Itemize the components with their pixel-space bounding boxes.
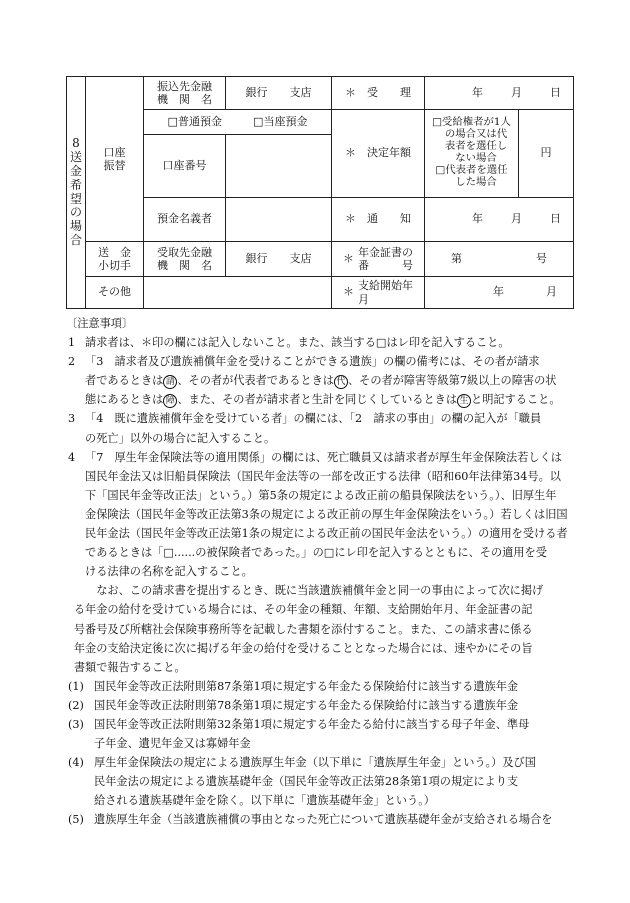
certificate-number-field: 第 号 xyxy=(425,242,574,277)
note-4-supplement: なお、この請求書を提出するとき、既に当該遺族補償年金と同一の事由によって次に掲げ る年金の給付を受けている場合には、その年金の種類、年額、支給開始年月、年金証書の記 号番号及び所轄社会保険事務所等を記載した書類を添付すること。また、この請求書に係る 年金の支給決定後に次に掲げる年金の給付を受けることとなった場合には、速やかにその旨 書類で報告すること。 xyxy=(73,584,544,674)
other-field[interactable] xyxy=(144,277,332,309)
ordinary-deposit-checkbox[interactable]: □普通預金 xyxy=(167,114,222,128)
received-date-field: 年 月 日 xyxy=(425,77,574,110)
pension-item-4: (4) 厚生年金保険法の規定による遺族厚生年金（以下単に「遺族厚生年金」という。）及び国 民年金法の規定による遺族基礎年金（国民年金等改正法第28条第1項の規定により支 給される遺族基礎年金を除く。以下単に「遺族基礎年金」という。） xyxy=(68,756,536,808)
transfer-bank-field[interactable]: 銀行 支店 xyxy=(226,77,332,110)
remittance-category-label: 8 送 金 希 望 の 場 合 xyxy=(67,77,86,309)
pension-item-2: (2) 国民年金等改正法附則第78条第1項に規定する年金たる保険給付に該当する遺族年金 xyxy=(68,698,519,712)
payment-start-field: 年 月 xyxy=(425,277,574,309)
circle-mark-representative: 代 xyxy=(334,375,348,389)
notes-section xyxy=(68,314,580,830)
notice-label: ＊ 通 知 xyxy=(332,197,425,241)
transfer-institution-label: 振込先金融 機 関 名 xyxy=(144,77,226,110)
receive-bank-field[interactable]: 銀行 支店 xyxy=(226,242,332,277)
pension-item-3: (3) 国民年金等改正法附則第32条第1項に規定する年金たる給付に該当する母子年金、準母 子年金、遺児年金又は寡婦年金 xyxy=(68,717,530,751)
account-number-field[interactable] xyxy=(226,135,332,198)
notes-heading: 〔注意事項〕 xyxy=(66,317,134,330)
note-4: 4 「7 厚生年金保険法等の適用関係」の欄には、死亡職員又は請求者が厚生年金保険法若しくは 国民年金法又は旧船員保険法（国民年金法等の一部を改正する法律（昭和60年法律第34号。以 下「国民年金等改正法」という。）第5条の規定による改正前の船員保険法をいう。）、旧厚生年 金保険法（国民年金等改正法第3条の規定による改正前の厚生年金保険法をいう。）若しくは旧国 民年金法（国民年金等改正法第1条の規定による改正前の国民年金法をいう。）の適用を受ける者 であるときは「□......の被保険者であった。」の□にレ印を記入するとともに、その適用を受 ける法律の名称を記入すること。 xyxy=(68,450,568,579)
account-type-options xyxy=(144,109,332,134)
representative-options: □受給権者が1人 の場合又は代 表者を選任し ない場合 □代表者を選任 した場合 xyxy=(425,109,519,197)
note-2: 2 「3 請求者及び遺族補償年金を受けることができる遺族」の欄の備考には、その者が請求 者であるときは 請 、その者が代表者であるときは 代 、その者が障害等級第7級以上の障害の状 態にあるときは 障 、また、その者が請求者と生計を同じくしているときは 生 と明記すること。 xyxy=(68,355,561,407)
account-holder-field[interactable] xyxy=(226,197,332,241)
pension-item-5: (5) 遺族厚生年金（当該遺族補償の事由となった死亡について遺族基礎年金が支給される場合を xyxy=(68,813,553,827)
yen-field: 円 xyxy=(519,109,574,197)
pension-item-1: (1) 国民年金等改正法附則第87条第1項に規定する年金たる保険給付に該当する遺族年金 xyxy=(68,679,519,693)
circle-mark-claimant: 請 xyxy=(163,375,177,389)
account-holder-label: 預金名義者 xyxy=(144,197,226,241)
circle-mark-livelihood: 生 xyxy=(457,394,471,408)
circle-mark-disability: 障 xyxy=(163,394,177,408)
remittance-table xyxy=(66,76,574,309)
current-deposit-checkbox[interactable]: □当座預金 xyxy=(253,114,308,128)
certificate-number-label: ＊ 年金証書の 番 号 xyxy=(332,242,425,277)
received-label: ＊ 受 理 xyxy=(332,77,425,110)
note-1: 1 請求者は、＊印の欄には記入しないこと。また、該当する□はレ印を記入すること。 xyxy=(68,336,510,350)
remittance-check-label: 送 金 小切手 xyxy=(86,242,144,277)
other-label: その他 xyxy=(86,277,144,309)
note-3: 3 「4 既に遺族補償年金を受けている者」の欄には、「2 請求の事由」の欄の記入が「職員 の死亡」以外の場合に記入すること。 xyxy=(68,412,542,445)
decision-amount-label: ＊ 決定年額 xyxy=(332,109,425,197)
account-transfer-label: 口座 振替 xyxy=(86,77,144,242)
account-number-label: 口座番号 xyxy=(144,135,226,198)
receive-institution-label: 受取先金融 機 関 名 xyxy=(144,242,226,277)
notice-date-field: 年 月 日 xyxy=(425,197,574,241)
payment-start-label: ＊ 支給開始年 月 xyxy=(332,277,425,309)
